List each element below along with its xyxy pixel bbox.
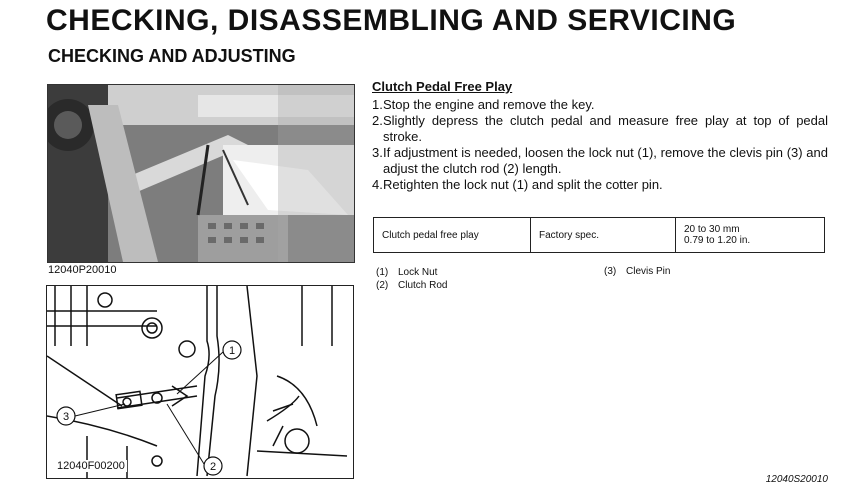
callout-2-number: 2 — [209, 461, 217, 473]
procedure-step — [372, 113, 828, 145]
legend-item — [376, 279, 447, 292]
step-text: Retighten the lock nut (1) and split the cotter pin. — [383, 177, 663, 192]
step-number: 3. — [372, 145, 383, 160]
legend-item — [604, 266, 670, 277]
spec-type-cell: Factory spec. — [531, 218, 676, 253]
page-figure-id: 12040S20010 — [765, 474, 828, 485]
spec-item-cell: Clutch pedal free play — [374, 218, 531, 253]
clutch-diagram — [46, 285, 354, 479]
clutch-diagram-drawing — [47, 286, 353, 478]
table-row — [374, 218, 825, 253]
step-number: 2. — [372, 113, 383, 128]
section-title: Clutch Pedal Free Play — [372, 79, 513, 94]
procedure-section — [372, 79, 828, 193]
step-text: Slightly depress the clutch pedal and measure free play at top of pedal stroke. — [383, 113, 828, 144]
clutch-photo-image — [48, 85, 354, 262]
legend-label: Clutch Rod — [398, 280, 448, 291]
photo-figure-id: 12040P20010 — [48, 264, 117, 276]
procedure-steps — [372, 97, 828, 193]
spec-value-in: 0.79 to 1.20 in. — [684, 235, 751, 246]
legend-label: Lock Nut — [398, 267, 438, 278]
spec-value-mm: 20 to 30 mm — [684, 224, 740, 235]
legend-number: (3) — [604, 266, 617, 277]
step-number: 1. — [372, 97, 383, 112]
spec-value-cell — [676, 218, 825, 253]
callout-3-number: 3 — [62, 411, 70, 423]
step-text: If adjustment is needed, loosen the lock nut (1), remove the clevis pin (3) and adjust the clutch rod (2) length. — [383, 145, 828, 176]
procedure-step — [372, 97, 828, 113]
page-subtitle: CHECKING AND ADJUSTING — [48, 46, 296, 66]
procedure-step — [372, 145, 828, 177]
legend-number: (2) — [376, 280, 389, 291]
page-title: CHECKING, DISASSEMBLING AND SERVICING — [46, 4, 737, 37]
legend-number: (1) — [376, 267, 389, 278]
clutch-photo — [47, 84, 355, 263]
legend-label: Clevis Pin — [626, 266, 671, 277]
callout-1-number: 1 — [228, 345, 236, 357]
spec-table — [373, 217, 825, 253]
step-text: Stop the engine and remove the key. — [383, 97, 595, 112]
parts-legend — [376, 266, 447, 292]
step-number: 4. — [372, 177, 383, 192]
diagram-figure-id: 12040F00200 — [57, 460, 125, 472]
legend-item — [376, 266, 447, 279]
procedure-step — [372, 177, 828, 193]
